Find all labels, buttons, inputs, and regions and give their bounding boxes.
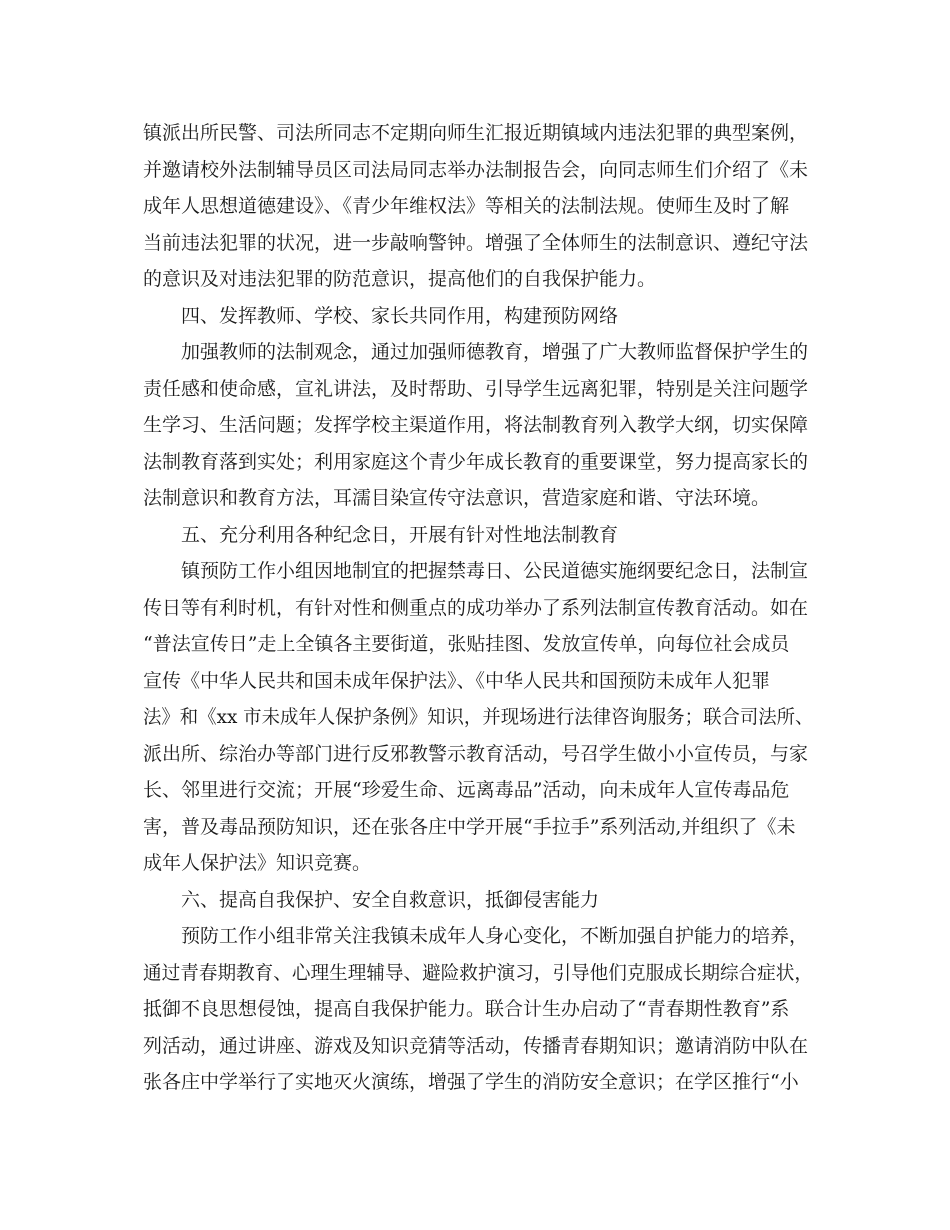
text-line: 成年人保护法》知识竞赛。 [143, 852, 372, 874]
text-line: 当前违法犯罪的状况，进一步敲响警钟。增强了全体师生的法制意识、遵纪守法 [143, 231, 809, 254]
text-line: 加强教师的法制观念，通过加强师德教育，增强了广大教师监督保护学生的 [181, 341, 809, 363]
text-line: 五、充分利用各种纪念日，开展有针对性地法制教育 [181, 523, 619, 546]
text-line: 害，普及毒品预防知识，还在张各庄中学开展“手拉手”系列活动,并组织了《未 [143, 815, 796, 838]
text-line: 责任感和使命感，宣礼讲法，及时帮助、引导学生远离犯罪，特别是关注问题学 [143, 377, 809, 400]
text-line: 法》和《xx 市未成年人保护条例》知识，并现场进行法律咨询服务；联合司法所、 [143, 706, 814, 728]
text-line: 镇预防工作小组因地制宜的把握禁毒日、公民道德实施纲要纪念日，法制宣 [181, 560, 809, 582]
text-line: 法制意识和教育方法，耳濡目染宣传守法意识，营造家庭和谐、守法环境。 [143, 487, 771, 509]
text-line: 六、提高自我保护、安全自救意识，抵御侵害能力 [181, 888, 600, 911]
text-line: 传日等有利时机，有针对性和侧重点的成功举办了系列法制宣传教育活动。如在 [143, 596, 809, 619]
text-line: 列活动，通过讲座、游戏及知识竞猜等活动，传播青春期知识；邀请消防中队在 [143, 1034, 809, 1057]
text-line: 抵御不良思想侵蚀，提高自我保护能力。联合计生办启动了“青春期性教育”系 [143, 998, 790, 1020]
text-line: “普法宣传日”走上全镇各主要街道，张贴挂图、发放宣传单，向每位社会成员 [143, 633, 790, 655]
text-line: 通过青春期教育、心理生理辅导、避险救护演习，引导他们克服成长期综合症状， [143, 961, 814, 984]
text-line: 的意识及对违法犯罪的防范意识，提高他们的自我保护能力。 [143, 268, 657, 290]
text-line: 预防工作小组非常关注我镇未成年人身心变化，不断加强自护能力的培养， [181, 925, 809, 947]
document-body-text [143, 115, 813, 1101]
text-line: 张各庄中学举行了实地灭火演练，增强了学生的消防安全意识；在学区推行“小 [143, 1071, 799, 1093]
text-line: 宣传《中华人民共和国未成年保护法》、《中华人民共和国预防未成年人犯罪 [143, 669, 771, 692]
text-line: 长、邻里进行交流；开展“珍爱生命、远离毒品”活动，向未成年人宣传毒品危 [143, 779, 790, 801]
text-line: 派出所、综治办等部门进行反邪教警示教育活动，号召学生做小小宣传员，与家 [143, 742, 809, 765]
text-line: 成年人思想道德建设》、《青少年维权法》等相关的法制法规。使师生及时了解 [143, 195, 790, 217]
text-line: 并邀请校外法制辅导员区司法局同志举办法制报告会，向同志师生们介绍了《未 [143, 158, 809, 181]
text-line: 生学习、生活问题；发挥学校主渠道作用，将法制教育列入教学大纲，切实保障 [143, 414, 809, 436]
text-line: 法制教育落到实处；利用家庭这个青少年成长教育的重要课堂，努力提高家长的 [143, 450, 809, 473]
text-line: 镇派出所民警、司法所同志不定期向师生汇报近期镇域内违法犯罪的典型案例， [143, 122, 809, 144]
text-line: 四、发挥教师、学校、家长共同作用，构建预防网络 [181, 304, 619, 327]
